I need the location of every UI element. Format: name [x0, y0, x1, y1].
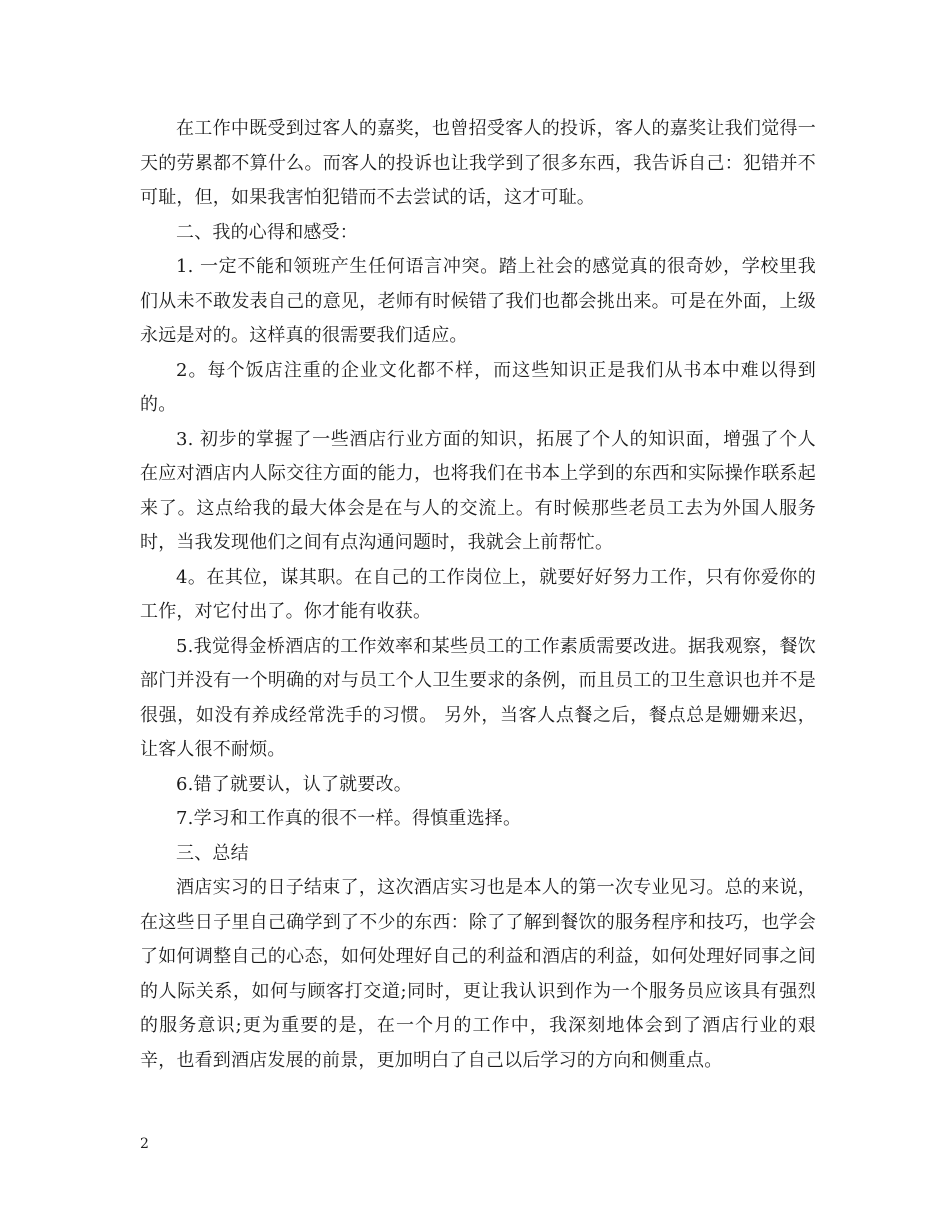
paragraph-point-3: 3. 初步的掌握了一些酒店行业方面的知识，拓展了个人的知识面，增强了个人在应对酒店内人际交往方面的能力，也将我们在书本上学到的东西和实际操作联系起来了。这点给我的最大体会是在与人的交流上。有时候那些老员工去为外国人服务时，当我发现他们之间有点沟通问题时，我就会上前帮忙。 — [140, 428, 816, 553]
page-number: 2 — [140, 1136, 149, 1152]
paragraph-point-6: 6.错了就要认，认了就要改。 — [176, 773, 412, 795]
document-body — [140, 112, 816, 1078]
paragraph-point-2: 2。每个饭店注重的企业文化都不样，而这些知识正是我们从书本中难以得到的。 — [140, 359, 816, 415]
paragraph-point-1: 1. 一定不能和领班产生任何语言冲突。踏上社会的感觉真的很奇妙，学校里我们从未不敢发表自己的意见，老师有时候错了我们也都会挑出来。可是在外面，上级永远是对的。这样真的很需要我们适应。 — [140, 256, 816, 346]
paragraph-point-7: 7.学习和工作真的很不一样。得慎重选择。 — [176, 808, 522, 829]
section-heading-insights: 二、我的心得和感受： — [176, 221, 358, 243]
paragraph-summary: 酒店实习的日子结束了，这次酒店实习也是本人的第一次专业见习。总的来说，在这些日子里自己确学到了不少的东西：除了了解到餐饮的服务程序和技巧，也学会了如何调整自己的心态，如何处理好自己的利益和酒店的利益，如何处理好同事之间的人际关系，如何与顾客打交道;同时，更让我认识到作为一个服务员应该具有强烈的服务意识;更为重要的是，在一个月的工作中，我深刻地体会到了酒店行业的艰辛，也看到酒店发展的前景，更加明白了自己以后学习的方向和侧重点。 — [140, 877, 816, 1071]
paragraph-point-5: 5.我觉得金桥酒店的工作效率和某些员工的工作素质需要改进。据我观察，餐饮部门并没有一个明确的对与员工个人卫生要求的条例，而且员工的卫生意识也并不是很强，如没有养成经常洗手的习惯。 另外，当客人点餐之后，餐点总是姗姗来迟，让客人很不耐烦。 — [140, 635, 816, 760]
section-heading-summary: 三、总结 — [176, 842, 249, 864]
paragraph-point-4: 4。在其位，谋其职。在自己的工作岗位上，就要好好努力工作，只有你爱你的工作，对它付出了。你才能有收获。 — [140, 566, 816, 622]
paragraph-guest-feedback: 在工作中既受到过客人的嘉奖，也曾招受客人的投诉，客人的嘉奖让我们觉得一天的劳累都不算什么。而客人的投诉也让我学到了很多东西，我告诉自己：犯错并不可耻，但，如果我害怕犯错而不去尝试的话，这才可耻。 — [140, 118, 816, 208]
